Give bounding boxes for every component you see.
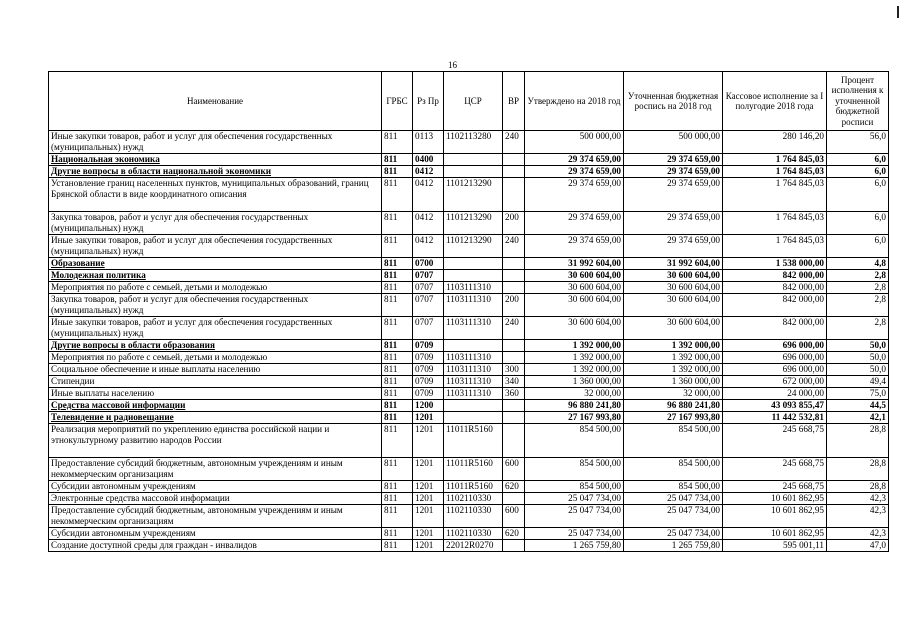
cell-cash: 842 000,00	[723, 317, 827, 340]
header-vr: ВР	[503, 72, 525, 131]
cell-rzpr: 0709	[413, 340, 444, 352]
cell-approved: 1 360 000,00	[525, 376, 624, 388]
cell-refined: 30 600 604,00	[624, 270, 723, 282]
cell-grbs: 811	[382, 481, 413, 493]
cell-refined: 30 600 604,00	[624, 294, 723, 317]
table-row	[49, 212, 889, 235]
cell-grbs: 811	[382, 493, 413, 505]
cell-vr: 200	[503, 294, 525, 317]
cell-grbs: 811	[382, 282, 413, 294]
cell-percent: 2,8	[827, 294, 889, 317]
cell-rzpr: 0709	[413, 364, 444, 376]
header-rzpr: Рз Пр	[413, 72, 444, 131]
cell-refined: 854 500,00	[624, 481, 723, 493]
table-row	[49, 400, 889, 412]
header-refined: Уточненная бюджетная роспись на 2018 год	[624, 72, 723, 131]
cell-csr: 1103111310	[444, 364, 503, 376]
cell-grbs: 811	[382, 212, 413, 235]
cell-name: Создание доступной среды для граждан - инвалидов	[49, 540, 382, 552]
cell-cash: 43 093 855,47	[723, 400, 827, 412]
table-row	[49, 376, 889, 388]
cell-vr: 240	[503, 317, 525, 340]
cell-approved: 25 047 734,00	[525, 493, 624, 505]
cell-percent: 47,0	[827, 540, 889, 552]
cell-grbs: 811	[382, 294, 413, 317]
cell-csr: 1102110330	[444, 493, 503, 505]
cell-cash: 10 601 862,95	[723, 528, 827, 540]
cell-rzpr: 1201	[413, 481, 444, 493]
cell-approved: 29 374 659,00	[525, 212, 624, 235]
cell-rzpr: 0707	[413, 282, 444, 294]
cell-grbs: 811	[382, 364, 413, 376]
cell-grbs: 811	[382, 400, 413, 412]
cell-vr: 600	[503, 458, 525, 481]
cell-refined: 30 600 604,00	[624, 317, 723, 340]
cell-refined: 1 392 000,00	[624, 352, 723, 364]
cell-grbs: 811	[382, 528, 413, 540]
cell-approved: 30 600 604,00	[525, 282, 624, 294]
cell-name: Другие вопросы в области национальной экономики	[49, 166, 382, 178]
page-number: 16	[448, 60, 457, 70]
cell-approved: 29 374 659,00	[525, 235, 624, 258]
cell-grbs: 811	[382, 235, 413, 258]
cell-name: Средства массовой информации	[49, 400, 382, 412]
cell-name: Молодежная политика	[49, 270, 382, 282]
cell-percent: 2,8	[827, 282, 889, 294]
cell-rzpr: 0412	[413, 166, 444, 178]
cell-approved: 27 167 993,80	[525, 412, 624, 424]
cell-rzpr: 1201	[413, 424, 444, 458]
cell-percent: 42,1	[827, 412, 889, 424]
cell-cash: 1 764 845,03	[723, 166, 827, 178]
cell-refined: 29 374 659,00	[624, 154, 723, 166]
cell-name: Телевидение и радиовещание	[49, 412, 382, 424]
cell-refined: 31 992 604,00	[624, 258, 723, 270]
cell-rzpr: 0709	[413, 352, 444, 364]
cell-csr	[444, 400, 503, 412]
cell-approved: 29 374 659,00	[525, 166, 624, 178]
cell-vr: 240	[503, 235, 525, 258]
cell-csr: 11011R5160	[444, 458, 503, 481]
table-row	[49, 258, 889, 270]
cell-percent: 28,8	[827, 458, 889, 481]
cell-csr	[444, 340, 503, 352]
cell-name: Национальная экономика	[49, 154, 382, 166]
cell-cash: 280 146,20	[723, 131, 827, 154]
cell-name: Предоставление субсидий бюджетным, автономным учреждениям и иным некоммерческим организациям	[49, 505, 382, 528]
cell-vr: 200	[503, 212, 525, 235]
cell-rzpr: 0707	[413, 294, 444, 317]
cell-rzpr: 0412	[413, 235, 444, 258]
cell-vr	[503, 493, 525, 505]
cell-csr: 1102113280	[444, 131, 503, 154]
cell-vr: 600	[503, 505, 525, 528]
cell-approved: 25 047 734,00	[525, 505, 624, 528]
table-row	[49, 364, 889, 376]
cell-csr	[444, 166, 503, 178]
header-percent: Процент исполнения к уточненной бюджетной росписи	[827, 72, 889, 131]
cell-rzpr: 1201	[413, 412, 444, 424]
cell-rzpr: 1201	[413, 540, 444, 552]
cell-cash: 696 000,00	[723, 364, 827, 376]
cell-vr	[503, 400, 525, 412]
cell-percent: 28,8	[827, 481, 889, 493]
cell-refined: 27 167 993,80	[624, 412, 723, 424]
cell-vr	[503, 412, 525, 424]
cell-percent: 50,0	[827, 340, 889, 352]
cell-vr: 620	[503, 481, 525, 493]
cell-percent: 42,3	[827, 493, 889, 505]
cell-grbs: 811	[382, 270, 413, 282]
cell-csr	[444, 258, 503, 270]
cell-grbs: 811	[382, 412, 413, 424]
cell-rzpr: 0400	[413, 154, 444, 166]
cell-approved: 30 600 604,00	[525, 317, 624, 340]
cell-csr	[444, 270, 503, 282]
cell-percent: 50,0	[827, 352, 889, 364]
cell-rzpr: 0709	[413, 388, 444, 400]
cell-name: Мероприятия по работе с семьей, детьми и молодежью	[49, 282, 382, 294]
cell-name: Установление границ населенных пунктов, муниципальных образований, границ Брянской области в виде координатного описания	[49, 178, 382, 212]
cell-csr: 1102110330	[444, 528, 503, 540]
cell-refined: 29 374 659,00	[624, 178, 723, 212]
cell-name: Иные выплаты населению	[49, 388, 382, 400]
cell-cash: 1 764 845,03	[723, 235, 827, 258]
scan-edge-mark	[897, 6, 899, 18]
cell-percent: 6,0	[827, 166, 889, 178]
cell-vr	[503, 282, 525, 294]
cell-refined: 500 000,00	[624, 131, 723, 154]
table-row	[49, 493, 889, 505]
table-row	[49, 481, 889, 493]
cell-approved: 854 500,00	[525, 424, 624, 458]
cell-percent: 6,0	[827, 154, 889, 166]
cell-percent: 28,8	[827, 424, 889, 458]
cell-vr	[503, 154, 525, 166]
cell-refined: 1 392 000,00	[624, 364, 723, 376]
cell-name: Закупка товаров, работ и услуг для обеспечения государственных (муниципальных) нужд	[49, 212, 382, 235]
cell-approved: 25 047 734,00	[525, 528, 624, 540]
header-grbs: ГРБС	[382, 72, 413, 131]
cell-percent: 2,8	[827, 317, 889, 340]
cell-grbs: 811	[382, 340, 413, 352]
table-row	[49, 412, 889, 424]
cell-vr: 620	[503, 528, 525, 540]
cell-csr: 11011R5160	[444, 481, 503, 493]
cell-cash: 245 668,75	[723, 481, 827, 493]
cell-percent: 6,0	[827, 178, 889, 212]
table-row	[49, 505, 889, 528]
cell-csr: 1103111310	[444, 352, 503, 364]
budget-table	[48, 71, 889, 552]
cell-name: Субсидии автономным учреждениям	[49, 481, 382, 493]
cell-csr: 22012R0270	[444, 540, 503, 552]
cell-rzpr: 0412	[413, 178, 444, 212]
cell-refined: 96 880 241,80	[624, 400, 723, 412]
cell-name: Электронные средства массовой информации	[49, 493, 382, 505]
cell-csr	[444, 154, 503, 166]
cell-approved: 29 374 659,00	[525, 178, 624, 212]
cell-cash: 245 668,75	[723, 424, 827, 458]
cell-cash: 24 000,00	[723, 388, 827, 400]
cell-rzpr: 0707	[413, 317, 444, 340]
cell-rzpr: 0709	[413, 376, 444, 388]
cell-vr: 300	[503, 364, 525, 376]
table-header-row	[49, 72, 889, 131]
table-row	[49, 154, 889, 166]
table-row	[49, 235, 889, 258]
cell-grbs: 811	[382, 458, 413, 481]
cell-cash: 10 601 862,95	[723, 493, 827, 505]
cell-cash: 1 764 845,03	[723, 154, 827, 166]
cell-csr: 1103111310	[444, 317, 503, 340]
cell-grbs: 811	[382, 154, 413, 166]
cell-grbs: 811	[382, 352, 413, 364]
cell-refined: 1 392 000,00	[624, 340, 723, 352]
table-row	[49, 282, 889, 294]
cell-csr: 1103111310	[444, 282, 503, 294]
cell-percent: 2,8	[827, 270, 889, 282]
cell-grbs: 811	[382, 166, 413, 178]
cell-csr: 1101213290	[444, 212, 503, 235]
cell-percent: 44,5	[827, 400, 889, 412]
cell-refined: 1 360 000,00	[624, 376, 723, 388]
cell-cash: 696 000,00	[723, 340, 827, 352]
cell-grbs: 811	[382, 317, 413, 340]
cell-cash: 672 000,00	[723, 376, 827, 388]
cell-cash: 11 442 532,81	[723, 412, 827, 424]
cell-rzpr: 0700	[413, 258, 444, 270]
cell-refined: 25 047 734,00	[624, 505, 723, 528]
cell-refined: 32 000,00	[624, 388, 723, 400]
cell-cash: 595 001,11	[723, 540, 827, 552]
cell-grbs: 811	[382, 540, 413, 552]
cell-cash: 842 000,00	[723, 294, 827, 317]
cell-csr: 1103111310	[444, 294, 503, 317]
cell-name: Образование	[49, 258, 382, 270]
table-row	[49, 317, 889, 340]
cell-name: Закупка товаров, работ и услуг для обеспечения государственных (муниципальных) нужд	[49, 294, 382, 317]
cell-cash: 10 601 862,95	[723, 505, 827, 528]
cell-percent: 4,8	[827, 258, 889, 270]
cell-name: Субсидии автономным учреждениям	[49, 528, 382, 540]
cell-percent: 49,4	[827, 376, 889, 388]
cell-refined: 25 047 734,00	[624, 493, 723, 505]
cell-name: Социальное обеспечение и иные выплаты населению	[49, 364, 382, 376]
table-row	[49, 388, 889, 400]
header-cash: Кассовое исполнение за I полугодие 2018 года	[723, 72, 827, 131]
cell-refined: 854 500,00	[624, 458, 723, 481]
cell-cash: 1 538 000,00	[723, 258, 827, 270]
cell-csr: 1102110330	[444, 505, 503, 528]
cell-percent: 6,0	[827, 235, 889, 258]
table-row	[49, 458, 889, 481]
table-row	[49, 294, 889, 317]
cell-rzpr: 1201	[413, 528, 444, 540]
table-row	[49, 270, 889, 282]
cell-cash: 1 764 845,03	[723, 212, 827, 235]
cell-name: Предоставление субсидий бюджетным, автономным учреждениям и иным некоммерческим организациям	[49, 458, 382, 481]
cell-rzpr: 1201	[413, 493, 444, 505]
cell-vr	[503, 178, 525, 212]
cell-grbs: 811	[382, 131, 413, 154]
cell-csr: 1103111310	[444, 376, 503, 388]
cell-refined: 29 374 659,00	[624, 166, 723, 178]
cell-csr: 1103111310	[444, 388, 503, 400]
cell-vr	[503, 270, 525, 282]
cell-rzpr: 0707	[413, 270, 444, 282]
cell-approved: 30 600 604,00	[525, 294, 624, 317]
cell-vr	[503, 540, 525, 552]
cell-name: Стипендии	[49, 376, 382, 388]
cell-approved: 29 374 659,00	[525, 154, 624, 166]
table-row	[49, 131, 889, 154]
cell-grbs: 811	[382, 258, 413, 270]
cell-rzpr: 0412	[413, 212, 444, 235]
cell-vr: 240	[503, 131, 525, 154]
cell-refined: 29 374 659,00	[624, 212, 723, 235]
cell-refined: 1 265 759,80	[624, 540, 723, 552]
cell-csr: 11011R5160	[444, 424, 503, 458]
cell-rzpr: 0113	[413, 131, 444, 154]
cell-approved: 1 392 000,00	[525, 364, 624, 376]
cell-vr	[503, 340, 525, 352]
cell-name: Другие вопросы в области образования	[49, 340, 382, 352]
cell-vr: 360	[503, 388, 525, 400]
cell-csr: 1101213290	[444, 178, 503, 212]
cell-refined: 29 374 659,00	[624, 235, 723, 258]
cell-refined: 854 500,00	[624, 424, 723, 458]
cell-cash: 842 000,00	[723, 282, 827, 294]
cell-cash: 842 000,00	[723, 270, 827, 282]
cell-grbs: 811	[382, 388, 413, 400]
cell-approved: 32 000,00	[525, 388, 624, 400]
cell-rzpr: 1201	[413, 505, 444, 528]
cell-percent: 75,0	[827, 388, 889, 400]
cell-rzpr: 1200	[413, 400, 444, 412]
table-row	[49, 528, 889, 540]
cell-vr: 340	[503, 376, 525, 388]
cell-rzpr: 1201	[413, 458, 444, 481]
cell-percent: 56,0	[827, 131, 889, 154]
cell-percent: 42,3	[827, 528, 889, 540]
cell-approved: 1 392 000,00	[525, 352, 624, 364]
header-name: Наименование	[49, 72, 382, 131]
cell-percent: 50,0	[827, 364, 889, 376]
cell-vr	[503, 352, 525, 364]
cell-name: Иные закупки товаров, работ и услуг для обеспечения государственных (муниципальных) нужд	[49, 317, 382, 340]
cell-approved: 500 000,00	[525, 131, 624, 154]
cell-vr	[503, 258, 525, 270]
cell-name: Иные закупки товаров, работ и услуг для обеспечения государственных (муниципальных) нужд	[49, 131, 382, 154]
cell-csr: 1101213290	[444, 235, 503, 258]
cell-approved: 30 600 604,00	[525, 270, 624, 282]
table-row	[49, 178, 889, 212]
cell-cash: 1 764 845,03	[723, 178, 827, 212]
cell-name: Иные закупки товаров, работ и услуг для обеспечения государственных (муниципальных) нужд	[49, 235, 382, 258]
cell-refined: 25 047 734,00	[624, 528, 723, 540]
cell-approved: 854 500,00	[525, 481, 624, 493]
table-row	[49, 540, 889, 552]
header-csr: ЦСР	[444, 72, 503, 131]
cell-approved: 854 500,00	[525, 458, 624, 481]
cell-cash: 696 000,00	[723, 352, 827, 364]
table-row	[49, 352, 889, 364]
cell-refined: 30 600 604,00	[624, 282, 723, 294]
cell-name: Реализация мероприятий по укреплению единства российской нации и этнокультурному развитию народов России	[49, 424, 382, 458]
cell-grbs: 811	[382, 376, 413, 388]
cell-grbs: 811	[382, 505, 413, 528]
cell-vr	[503, 424, 525, 458]
cell-name: Мероприятия по работе с семьей, детьми и молодежью	[49, 352, 382, 364]
cell-percent: 42,3	[827, 505, 889, 528]
cell-approved: 1 265 759,80	[525, 540, 624, 552]
header-approved: Утверждено на 2018 год	[525, 72, 624, 131]
cell-cash: 245 668,75	[723, 458, 827, 481]
table-row	[49, 424, 889, 458]
cell-percent: 6,0	[827, 212, 889, 235]
cell-vr	[503, 166, 525, 178]
cell-approved: 31 992 604,00	[525, 258, 624, 270]
cell-approved: 1 392 000,00	[525, 340, 624, 352]
cell-csr	[444, 412, 503, 424]
table-row	[49, 340, 889, 352]
table-row	[49, 166, 889, 178]
cell-grbs: 811	[382, 424, 413, 458]
cell-approved: 96 880 241,80	[525, 400, 624, 412]
cell-grbs: 811	[382, 178, 413, 212]
